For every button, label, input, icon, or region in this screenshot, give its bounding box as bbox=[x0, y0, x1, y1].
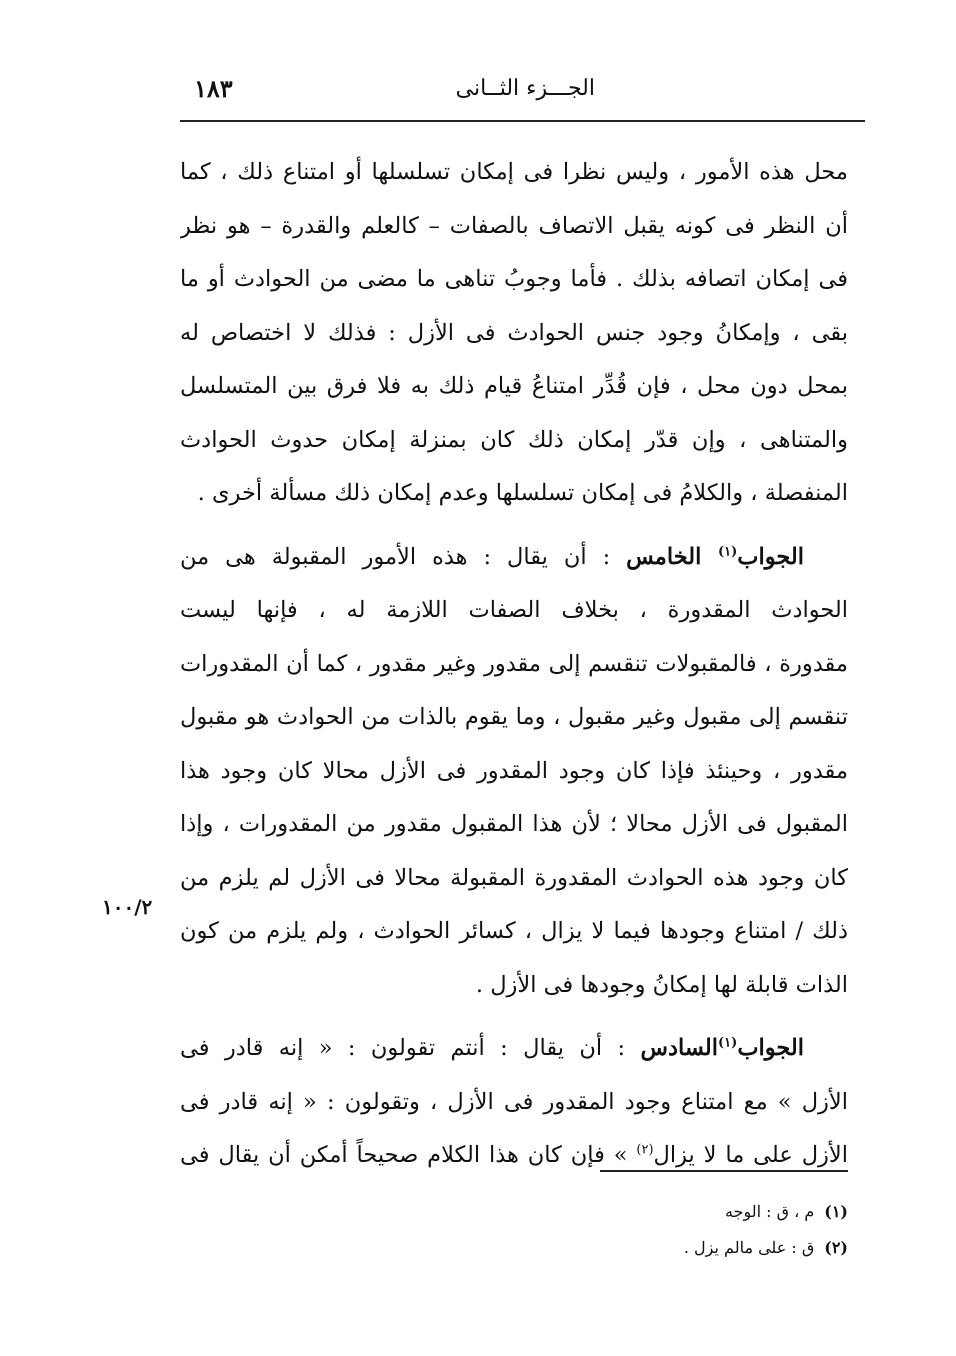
text-line: أن النظر فى كونه يقبل الاتصاف بالصفات – كالعلم والقدرة – هو نظر bbox=[180, 212, 848, 239]
text-line: الذات قابلة لها إمكانُ وجودها فى الأزل . bbox=[475, 971, 848, 998]
main-text bbox=[180, 146, 848, 1183]
footnote-number: (١) bbox=[824, 1202, 848, 1221]
running-title: الجـــزء الثــانى bbox=[455, 76, 595, 101]
text-line: مقدور ، وحينئذ فإذا كان وجود المقدور فى الأزل محالا كان وجود هذا bbox=[180, 757, 848, 784]
footnote-item bbox=[520, 1230, 848, 1266]
paragraph-first-line bbox=[180, 531, 848, 585]
text-line: الحوادث المقدورة ، بخلاف الصفات اللازمة له ، فإنها ليست bbox=[180, 597, 848, 623]
text-line: بمحل دون محل ، فإن قُدِّر امتناعُ قيام ذلك به فلا فرق بين المتسلسل bbox=[180, 373, 848, 399]
footnote-ref: (٢) bbox=[636, 1142, 654, 1158]
text-line: كان وجود هذه الحوادث المقدورة المقبولة محالا فى الأزل لم يلزم من bbox=[180, 864, 848, 891]
footnote-divider bbox=[600, 1170, 848, 1172]
first-line-text: : أن يقال : هذه الأمور المقبولة هى من bbox=[180, 543, 627, 570]
line-text: » فإن كان هذا الكلام صحيحاً أمكن أن يقال فى bbox=[180, 1142, 628, 1168]
text-line: فى إمكان اتصافه بذلك . فأما وجوبُ تناهى ما مضى من الحوادث أو ما bbox=[180, 266, 848, 292]
text-line: المقبول فى الأزل محالا ؛ لأن هذا المقبول مقدور من المقدورات ، وإذا bbox=[180, 811, 848, 837]
footnote-text: م ، ق : الوجه bbox=[724, 1202, 815, 1221]
paragraph-first-line bbox=[180, 1022, 848, 1076]
answer-heading bbox=[640, 1035, 804, 1061]
first-line-text: : أن يقال : أنتم تقولون : « إنه قادر فى bbox=[180, 1035, 641, 1061]
paragraph-gap bbox=[180, 1012, 848, 1022]
footnote-number: (٢) bbox=[824, 1238, 848, 1257]
header-divider bbox=[180, 120, 865, 122]
text-line: مقدورة ، فالمقبولات تنقسم إلى مقدور وغير مقدور ، كما أن المقدورات bbox=[180, 650, 848, 677]
answer-heading-word: الجواب bbox=[737, 1035, 804, 1061]
answer-ordinal: السادس bbox=[640, 1035, 719, 1061]
line-text: الأزل على ما لا يزال bbox=[653, 1142, 848, 1168]
page-number: ١٨٣ bbox=[194, 74, 233, 103]
text-line: بقى ، وإمكانُ وجود جنس الحوادث فى الأزل : فذلك لا اختصاص له bbox=[180, 319, 848, 346]
page-header bbox=[180, 70, 865, 120]
text-line: محل هذه الأمور ، وليس نظرا فى إمكان تسلسلها أو امتناع ذلك ، كما bbox=[180, 159, 848, 185]
answer-heading bbox=[626, 544, 804, 570]
text-line: المنفصلة ، والكلامُ فى إمكان تسلسلها وعدم إمكان ذلك مسألة أخرى . bbox=[197, 480, 848, 506]
footnotes bbox=[520, 1194, 848, 1266]
text-line: والمتناهى ، وإن قدّر إمكان ذلك كان بمنزلة إمكان حدوث الحوادث bbox=[180, 426, 848, 453]
footnote-text: ق : على مالم يزل . bbox=[683, 1238, 815, 1257]
text-line: الأزل » مع امتناع وجود المقدور فى الأزل ، وتقولون : « إنه قادر فى bbox=[180, 1088, 848, 1115]
answer-ordinal: الخامس bbox=[626, 543, 702, 570]
footnote-item bbox=[520, 1194, 848, 1230]
manuscript-folio-marker: ١٠٠/٢ bbox=[102, 895, 153, 919]
paragraph-gap bbox=[180, 521, 848, 531]
answer-heading-word: الجواب bbox=[737, 543, 804, 570]
text-line: تنقسم إلى مقبول وغير مقبول ، وما يقوم بالذات من الحوادث هو مقبول bbox=[180, 704, 848, 730]
footnote-ref: (١) bbox=[718, 544, 738, 559]
text-line: ذلك / امتناع وجودها فيما لا يزال ، كسائر الحوادث ، ولم يلزم من كون bbox=[180, 918, 848, 944]
footnote-ref: (١) bbox=[718, 1035, 738, 1051]
text-line bbox=[180, 1129, 848, 1183]
